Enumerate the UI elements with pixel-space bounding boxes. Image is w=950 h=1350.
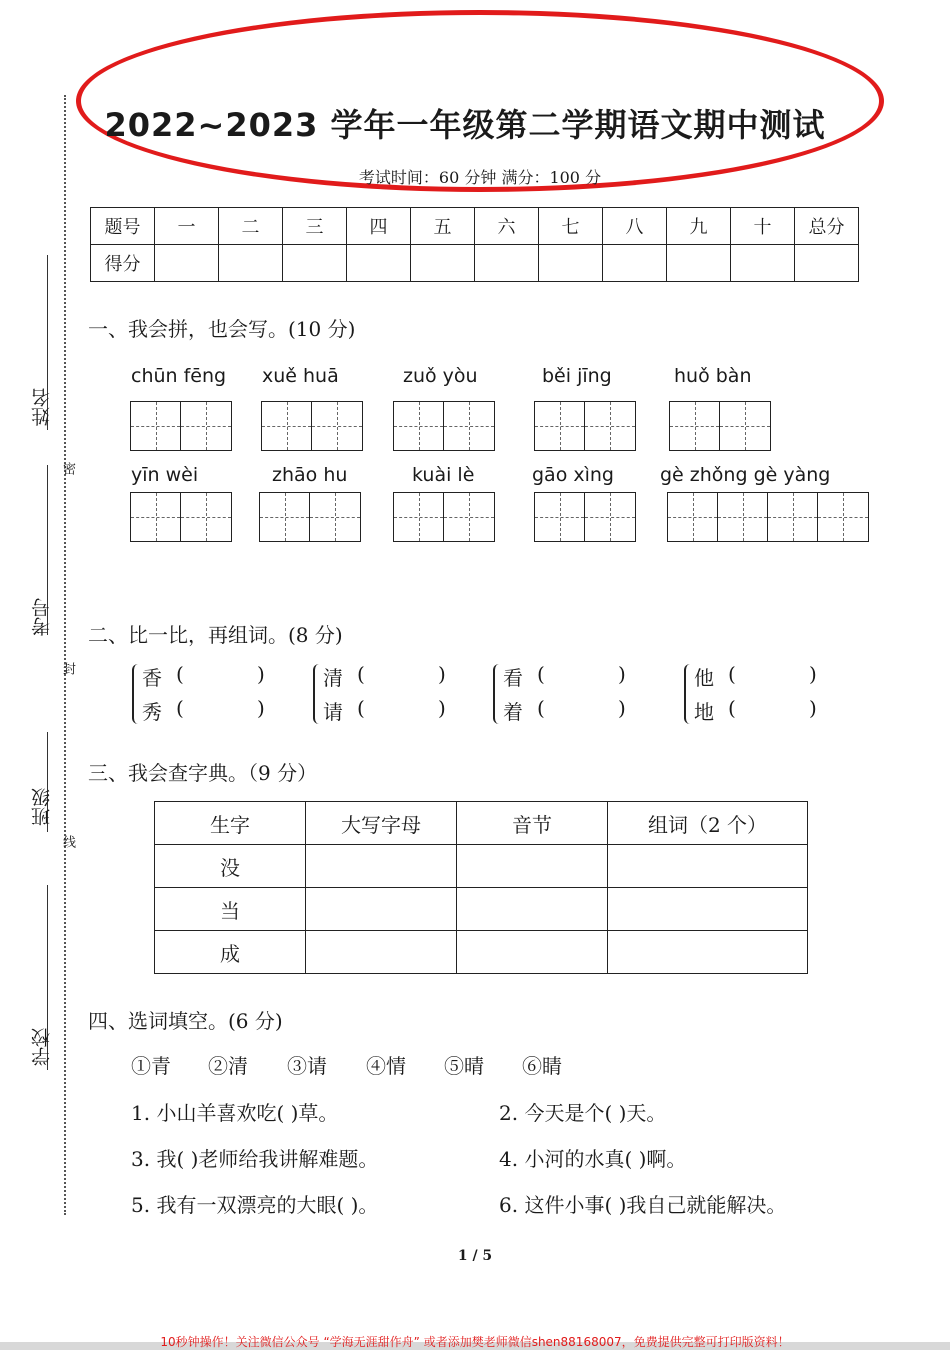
score-header-cell: 总分 [795, 208, 859, 245]
score-table [90, 207, 859, 282]
score-input-cell[interactable] [283, 245, 347, 282]
seal-mark-mi: 密 [60, 462, 75, 475]
compare-pair [313, 662, 473, 728]
dict-answer-cell[interactable] [306, 888, 457, 931]
dict-char-cell: 成 [155, 931, 306, 974]
paren-open: ( [537, 696, 545, 720]
score-header-cell: 三 [283, 208, 347, 245]
pair-char: 看 [503, 666, 523, 690]
paren-close: ) [618, 662, 626, 686]
score-row-label: 得分 [91, 245, 155, 282]
fill-question[interactable]: 6. 这件小事( )我自己就能解决。 [499, 1193, 787, 1217]
score-input-cell[interactable] [155, 245, 219, 282]
fill-question[interactable]: 4. 小河的水真( )啊。 [499, 1147, 687, 1171]
choice-item: ⑤晴 [444, 1054, 484, 1078]
name-label: 姓名 [31, 388, 53, 426]
score-input-cell[interactable] [347, 245, 411, 282]
paren-open: ( [728, 696, 736, 720]
dict-header-cell: 生字 [155, 802, 306, 845]
score-header-cell: 七 [539, 208, 603, 245]
pinyin-item: běi jīng [542, 365, 612, 387]
table-row [155, 931, 808, 974]
pair-char: 香 [142, 666, 162, 690]
writing-grid[interactable] [393, 401, 495, 451]
writing-grid[interactable] [534, 401, 636, 451]
paren-close: ) [809, 696, 817, 720]
score-input-cell[interactable] [667, 245, 731, 282]
dict-answer-cell[interactable] [306, 931, 457, 974]
dict-answer-cell[interactable] [457, 931, 608, 974]
brace-mark [684, 664, 692, 724]
score-value-row [91, 245, 859, 282]
table-row [155, 845, 808, 888]
school-label: 学校 [31, 1028, 53, 1066]
exam-no-label: 考号 [31, 598, 53, 636]
compare-pair [684, 662, 844, 728]
brace-mark [132, 664, 140, 724]
score-header-cell: 十 [731, 208, 795, 245]
page-number: 1 / 5 [457, 1248, 493, 1264]
writing-grid[interactable] [667, 492, 869, 542]
pair-char: 请 [323, 700, 343, 724]
score-header-row [91, 208, 859, 245]
writing-grid[interactable] [261, 401, 363, 451]
class-label: 班级 [31, 788, 53, 826]
paren-close: ) [257, 662, 265, 686]
seal-mark-xian: 线 [60, 835, 75, 848]
dict-char-cell: 当 [155, 888, 306, 931]
pinyin-item: zuǒ yòu [403, 365, 478, 387]
pinyin-item: kuài lè [412, 464, 475, 486]
paren-open: ( [357, 696, 365, 720]
pinyin-item: chūn fēng [131, 365, 227, 387]
dict-header-cell: 音节 [457, 802, 608, 845]
fill-question[interactable]: 2. 今天是个( )天。 [499, 1101, 667, 1125]
writing-grid[interactable] [130, 492, 232, 542]
score-header-cell: 九 [667, 208, 731, 245]
section2-heading: 二、比一比，再组词。(8 分) [88, 623, 343, 647]
writing-grid[interactable] [130, 401, 232, 451]
choice-item: ③请 [287, 1054, 327, 1078]
paren-open: ( [537, 662, 545, 686]
score-header-cell: 题号 [91, 208, 155, 245]
score-input-cell[interactable] [795, 245, 859, 282]
page-title: 2022~2023 学年一年级第二学期语文期中测试 [104, 106, 826, 144]
pinyin-item: huǒ bàn [674, 365, 752, 387]
pair-char: 地 [694, 700, 714, 724]
paren-close: ) [438, 662, 446, 686]
choice-item: ②清 [208, 1054, 248, 1078]
exam-info: 考试时间：60 分钟 满分：100 分 [358, 168, 602, 187]
brace-mark [313, 664, 321, 724]
binding-dotted-line [64, 95, 66, 1215]
paren-close: ) [257, 696, 265, 720]
table-row [155, 888, 808, 931]
writing-grid[interactable] [259, 492, 361, 542]
pair-char: 他 [694, 666, 714, 690]
score-header-cell: 二 [219, 208, 283, 245]
paren-open: ( [357, 662, 365, 686]
brace-mark [493, 664, 501, 724]
compare-pair [132, 662, 292, 728]
dictionary-table [154, 801, 808, 974]
dict-answer-cell[interactable] [608, 888, 808, 931]
pinyin-item: yīn wèi [131, 464, 199, 486]
dict-answer-cell[interactable] [608, 931, 808, 974]
score-input-cell[interactable] [539, 245, 603, 282]
score-header-cell: 一 [155, 208, 219, 245]
paren-close: ) [809, 662, 817, 686]
dict-header-row [155, 802, 808, 845]
writing-grid[interactable] [393, 492, 495, 542]
paren-open: ( [176, 662, 184, 686]
paren-open: ( [176, 696, 184, 720]
writing-grid[interactable] [534, 492, 636, 542]
choice-item: ⑥睛 [522, 1054, 562, 1078]
pair-char: 秀 [142, 700, 162, 724]
score-input-cell[interactable] [603, 245, 667, 282]
dict-answer-cell[interactable] [457, 845, 608, 888]
promo-footer: 10秒钟操作！关注微信公众号 “学海无涯甜作舟” 或者添加樊老师微信shen88168007，免费提供完整可打印版资料！ [160, 1335, 790, 1349]
section1-heading: 一、我会拼，也会写。(10 分) [88, 317, 356, 341]
score-header-cell: 六 [475, 208, 539, 245]
fill-question[interactable]: 3. 我( )老师给我讲解难题。 [131, 1147, 379, 1171]
section4-heading: 四、选词填空。(6 分) [88, 1009, 283, 1033]
score-input-cell[interactable] [475, 245, 539, 282]
score-header-cell: 八 [603, 208, 667, 245]
score-input-cell[interactable] [731, 245, 795, 282]
choice-item: ④情 [366, 1054, 406, 1078]
score-header-cell: 五 [411, 208, 475, 245]
pair-char: 清 [323, 666, 343, 690]
writing-grid[interactable] [669, 401, 771, 451]
compare-pair [493, 662, 653, 728]
dict-answer-cell[interactable] [457, 888, 608, 931]
pinyin-item: xuě huā [262, 365, 339, 387]
fill-question[interactable]: 1. 小山羊喜欢吃( )草。 [131, 1101, 339, 1125]
paren-close: ) [438, 696, 446, 720]
pinyin-item: gè zhǒng gè yàng [660, 464, 831, 486]
fill-question[interactable]: 5. 我有一双漂亮的大眼( )。 [131, 1193, 379, 1217]
pinyin-item: gāo xìng [532, 464, 614, 486]
paren-open: ( [728, 662, 736, 686]
dict-answer-cell[interactable] [608, 845, 808, 888]
dict-char-cell: 没 [155, 845, 306, 888]
dict-answer-cell[interactable] [306, 845, 457, 888]
paren-close: ) [618, 696, 626, 720]
section3-heading: 三、我会查字典。（9 分） [88, 761, 318, 785]
score-input-cell[interactable] [411, 245, 475, 282]
dict-header-cell: 大写字母 [306, 802, 457, 845]
choice-item: ①青 [131, 1054, 171, 1078]
seal-mark-feng: 封 [60, 662, 75, 675]
pair-char: 着 [503, 700, 523, 724]
pinyin-item: zhāo hu [272, 464, 348, 486]
score-input-cell[interactable] [219, 245, 283, 282]
dict-header-cell: 组词（2 个） [608, 802, 808, 845]
score-header-cell: 四 [347, 208, 411, 245]
